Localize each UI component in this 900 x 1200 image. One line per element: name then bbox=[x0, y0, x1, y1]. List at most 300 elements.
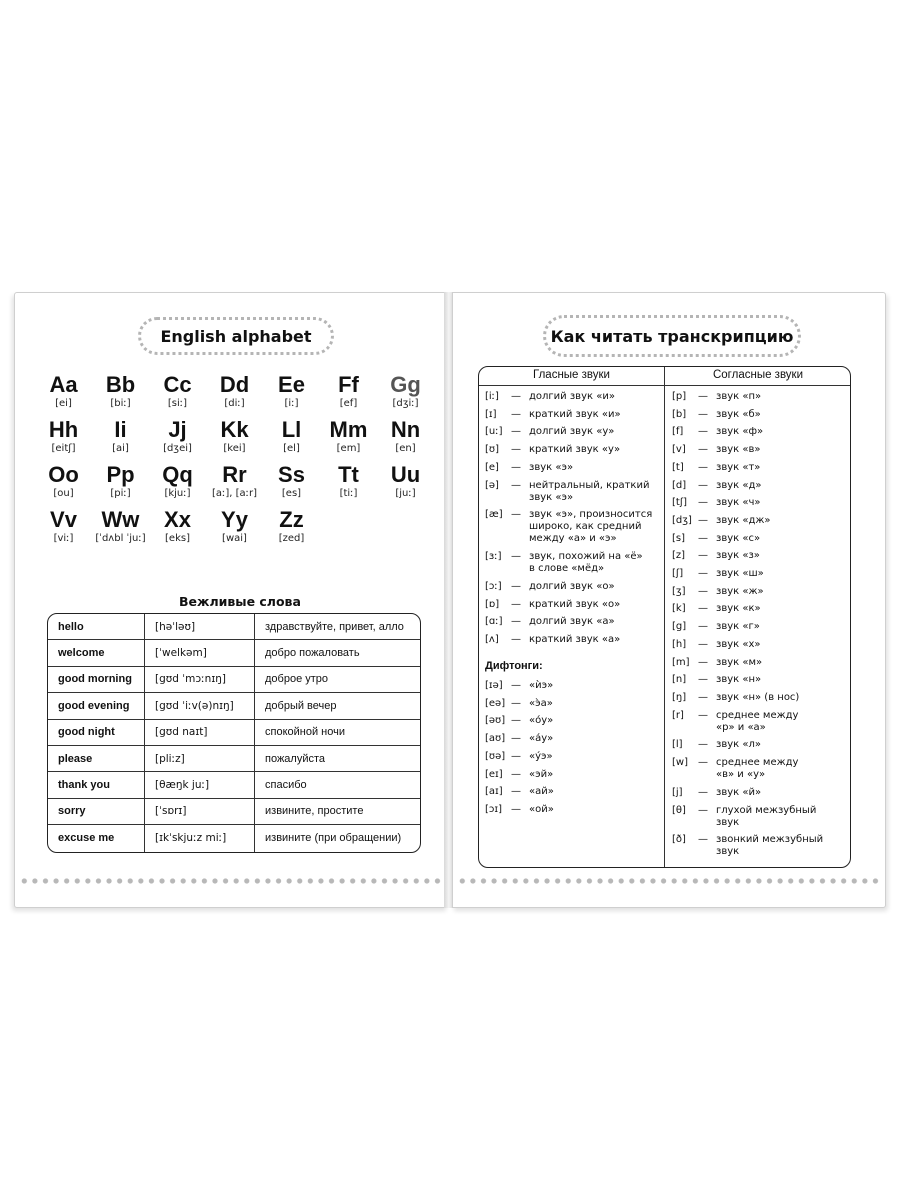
letter-transcription: [siː] bbox=[167, 398, 188, 409]
description-line: между «а» и «э» bbox=[529, 533, 617, 545]
alphabet-letter-cell bbox=[149, 418, 206, 456]
sound-description bbox=[716, 657, 762, 669]
transcription-title: Как читать транскрипцию bbox=[550, 326, 794, 346]
sound-symbol: [uː] bbox=[485, 426, 503, 438]
description-line: звук «м» bbox=[716, 656, 763, 668]
alphabet-letter-cell bbox=[206, 373, 263, 411]
dash: — bbox=[698, 786, 708, 798]
dash: — bbox=[698, 497, 708, 509]
polite-row bbox=[48, 720, 420, 746]
consonant-row bbox=[672, 639, 761, 651]
letter-transcription: [iː] bbox=[284, 398, 299, 409]
polite-transcription: [gʊd ˈiːv(ə)nɪŋ] bbox=[145, 693, 255, 719]
sounds-table bbox=[478, 366, 851, 868]
sound-symbol: [ɑː] bbox=[485, 616, 503, 628]
sound-symbol: [d] bbox=[672, 479, 687, 491]
vowel-row bbox=[485, 581, 615, 593]
alphabet-letter-cell bbox=[35, 463, 92, 501]
sound-symbol: [ɔː] bbox=[485, 581, 502, 592]
description-line: «р» и «а» bbox=[716, 721, 766, 733]
sound-description bbox=[716, 639, 761, 651]
alphabet-letter-cell bbox=[92, 418, 149, 456]
description-line: звук «в» bbox=[716, 444, 761, 456]
sound-description bbox=[529, 715, 553, 727]
dotted-border bbox=[19, 878, 445, 884]
letter: Zz bbox=[279, 507, 304, 532]
dash: — bbox=[698, 739, 708, 751]
dash: — bbox=[511, 733, 521, 745]
sound-description bbox=[529, 444, 620, 456]
right-page bbox=[452, 292, 886, 908]
column-divider bbox=[664, 367, 665, 867]
sound-description bbox=[529, 769, 553, 781]
letter: Vv bbox=[50, 507, 77, 532]
polite-translation: добрый вечер bbox=[255, 693, 420, 719]
description-line: звук bbox=[716, 846, 740, 858]
description-line: звонкий межзубный bbox=[716, 834, 824, 846]
consonant-row bbox=[672, 480, 762, 492]
consonant-row bbox=[672, 621, 760, 633]
letter: Ss bbox=[278, 462, 305, 487]
sound-symbol: [iː] bbox=[485, 391, 499, 402]
letter-transcription: [ai] bbox=[112, 443, 129, 454]
description-line: долгий звук «о» bbox=[529, 581, 615, 592]
alphabet-letter-cell bbox=[206, 508, 263, 546]
alphabet-letter-cell bbox=[92, 373, 149, 411]
description-line: в слове «мёд» bbox=[529, 563, 605, 575]
sound-symbol: [aʊ] bbox=[485, 733, 506, 745]
consonant-row bbox=[672, 739, 761, 751]
sound-description bbox=[529, 509, 652, 545]
polite-word: please bbox=[48, 746, 145, 772]
sound-description bbox=[716, 444, 760, 456]
dash: — bbox=[511, 803, 521, 815]
description-line: «о́у» bbox=[529, 715, 554, 727]
sound-symbol: [k] bbox=[672, 603, 686, 615]
dash: — bbox=[511, 768, 521, 780]
dash: — bbox=[698, 656, 708, 668]
dash: — bbox=[698, 834, 708, 846]
letter-transcription: [tiː] bbox=[339, 488, 358, 499]
description-line: «ай» bbox=[529, 786, 554, 798]
consonant-row bbox=[672, 805, 816, 829]
letter-transcription: [eitʃ] bbox=[51, 443, 76, 454]
sound-description bbox=[716, 533, 760, 545]
description-line: «э̀а» bbox=[529, 697, 553, 709]
sound-symbol: [t] bbox=[672, 461, 684, 473]
vowel-row bbox=[485, 634, 620, 646]
polite-word: sorry bbox=[48, 799, 145, 825]
dash: — bbox=[511, 750, 521, 762]
diphthong-row bbox=[485, 715, 553, 727]
sound-symbol: [p] bbox=[672, 391, 687, 402]
alphabet-letter-cell bbox=[263, 373, 320, 411]
sound-description bbox=[716, 692, 799, 704]
sound-description bbox=[529, 391, 615, 403]
sound-symbol: [b] bbox=[672, 408, 687, 420]
dash: — bbox=[511, 408, 521, 420]
consonant-row bbox=[672, 757, 798, 781]
dash: — bbox=[698, 691, 708, 703]
sound-symbol: [ð] bbox=[672, 834, 686, 846]
vowel-row bbox=[485, 462, 573, 474]
letter-transcription: [juː] bbox=[395, 488, 416, 499]
consonant-row bbox=[672, 497, 761, 509]
description-line: долгий звук «у» bbox=[529, 426, 615, 438]
sound-description bbox=[716, 586, 764, 598]
sound-symbol: [ŋ] bbox=[672, 691, 687, 703]
letter-transcription: [eks] bbox=[165, 533, 190, 544]
dash: — bbox=[511, 551, 521, 563]
sound-symbol: [r] bbox=[672, 709, 684, 721]
letter-transcription: [aː], [aːr] bbox=[211, 488, 258, 499]
sound-description bbox=[716, 834, 823, 858]
sound-symbol: [f] bbox=[672, 426, 684, 438]
consonant-row bbox=[672, 568, 764, 580]
diphthongs-title: Дифтонги: bbox=[485, 660, 543, 672]
description-line: звук «п» bbox=[716, 391, 762, 402]
sound-symbol: [w] bbox=[672, 757, 688, 769]
consonant-row bbox=[672, 657, 762, 669]
alphabet-letter-cell bbox=[149, 463, 206, 501]
polite-translation: здравствуйте, привет, алло bbox=[255, 614, 420, 640]
alphabet-letter-cell bbox=[92, 463, 149, 501]
consonant-row bbox=[672, 533, 760, 545]
alphabet-letter-cell bbox=[92, 508, 149, 546]
alphabet-letter-cell bbox=[206, 418, 263, 456]
sound-description bbox=[716, 515, 771, 527]
letter-transcription: [kei] bbox=[223, 443, 246, 454]
polite-translation: пожалуйста bbox=[255, 746, 420, 772]
dash: — bbox=[511, 391, 521, 402]
dash: — bbox=[511, 426, 521, 438]
letter-transcription: [dʒei] bbox=[163, 443, 192, 454]
description-line: звук «д» bbox=[716, 479, 762, 491]
dash: — bbox=[511, 715, 521, 727]
dash: — bbox=[698, 674, 708, 686]
sound-description bbox=[716, 462, 760, 474]
polite-transcription: [pliːz] bbox=[145, 746, 255, 772]
sound-symbol: [ʊ] bbox=[485, 444, 499, 456]
dotted-border bbox=[457, 878, 883, 884]
description-line: звук «з» bbox=[716, 550, 760, 562]
letter: Ff bbox=[338, 372, 359, 397]
polite-row bbox=[48, 667, 420, 693]
description-line: «эй» bbox=[529, 768, 554, 780]
sound-symbol: [ʃ] bbox=[672, 568, 684, 579]
description-line: звук bbox=[716, 816, 740, 828]
sound-description bbox=[529, 698, 553, 710]
alphabet-title: English alphabet bbox=[160, 326, 312, 346]
polite-row bbox=[48, 746, 420, 772]
dash: — bbox=[698, 603, 708, 615]
description-line: «в» и «у» bbox=[716, 769, 766, 781]
diphthong-row bbox=[485, 804, 554, 816]
sound-description bbox=[716, 710, 798, 734]
polite-word: hello bbox=[48, 614, 145, 640]
letter-transcription: [piː] bbox=[110, 488, 131, 499]
polite-transcription: [ˈwelkəm] bbox=[145, 640, 255, 666]
diphthong-row bbox=[485, 733, 553, 745]
consonant-row bbox=[672, 462, 760, 474]
sound-symbol: [s] bbox=[672, 532, 686, 544]
open-book bbox=[14, 292, 886, 908]
sound-symbol: [ɪə] bbox=[485, 680, 503, 691]
description-line: звук «й» bbox=[716, 786, 762, 798]
letter-transcription: [dʒiː] bbox=[392, 398, 419, 409]
consonant-row bbox=[672, 444, 760, 456]
alphabet-letter-cell bbox=[320, 418, 377, 456]
sound-description bbox=[716, 550, 760, 562]
sound-symbol: [eɪ] bbox=[485, 768, 503, 780]
alphabet-letter-cell bbox=[263, 508, 320, 546]
description-line: звук «э», произносится bbox=[529, 509, 653, 521]
alphabet-letter-cell bbox=[35, 508, 92, 546]
sound-description bbox=[529, 551, 643, 575]
description-line: звук «э» bbox=[529, 491, 574, 503]
description-line: «ѝэ» bbox=[529, 680, 554, 691]
polite-word: excuse me bbox=[48, 825, 145, 851]
dash: — bbox=[698, 408, 708, 420]
consonants-header: Согласные звуки bbox=[712, 369, 804, 381]
dash: — bbox=[698, 479, 708, 491]
sound-symbol: [ʊə] bbox=[485, 750, 506, 762]
sound-symbol: [ɔɪ] bbox=[485, 803, 503, 815]
vowel-row bbox=[485, 509, 652, 545]
letter-transcription: [zed] bbox=[278, 533, 305, 544]
description-line: звук «х» bbox=[716, 638, 761, 650]
alphabet-letter-cell bbox=[263, 418, 320, 456]
consonant-row bbox=[672, 787, 761, 799]
description-line: звук «ш» bbox=[716, 568, 764, 579]
sound-symbol: [tʃ] bbox=[672, 497, 688, 509]
sound-description bbox=[716, 568, 764, 580]
letter-transcription: [el] bbox=[283, 443, 300, 454]
description-line: звук «ф» bbox=[716, 426, 764, 438]
polite-transcription: [gʊd naɪt] bbox=[145, 720, 255, 746]
alphabet-title-frame bbox=[138, 317, 334, 355]
sound-symbol: [z] bbox=[672, 550, 686, 562]
consonant-row bbox=[672, 692, 799, 704]
letter: Kk bbox=[220, 417, 249, 442]
sound-description bbox=[716, 805, 816, 829]
alphabet-letter-cell bbox=[320, 373, 377, 411]
sound-symbol: [dʒ] bbox=[672, 514, 692, 526]
dash: — bbox=[511, 581, 521, 592]
polite-translation: извините (при обращении) bbox=[265, 832, 402, 845]
sound-description bbox=[529, 680, 553, 692]
polite-words-title: Вежливые слова bbox=[179, 594, 301, 609]
letter: Pp bbox=[106, 462, 135, 487]
description-line: звук «ж» bbox=[716, 585, 764, 597]
polite-row bbox=[48, 772, 420, 798]
sound-description bbox=[529, 751, 553, 763]
dash: — bbox=[511, 786, 521, 798]
letter: Ww bbox=[101, 507, 140, 532]
dash: — bbox=[511, 634, 521, 646]
sound-description bbox=[716, 497, 761, 509]
description-line: звук «т» bbox=[716, 461, 761, 473]
description-line: среднее между bbox=[716, 757, 799, 769]
polite-word: good evening bbox=[48, 693, 145, 719]
dash: — bbox=[698, 514, 708, 526]
consonant-row bbox=[672, 409, 761, 421]
vowel-row bbox=[485, 426, 614, 438]
description-line: широко, как средний bbox=[529, 521, 642, 533]
diphthong-row bbox=[485, 786, 554, 798]
description-line: глухой межзубный bbox=[716, 804, 817, 816]
description-line: краткий звук «и» bbox=[529, 408, 621, 420]
letter: Uu bbox=[390, 462, 421, 487]
description-line: звук «э» bbox=[529, 461, 574, 473]
letter-transcription: [em] bbox=[336, 443, 361, 454]
dash: — bbox=[698, 568, 708, 579]
dash: — bbox=[511, 509, 521, 521]
sound-description bbox=[716, 674, 761, 686]
description-line: звук, похожий на «ё» bbox=[529, 551, 643, 563]
vowel-row bbox=[485, 480, 649, 504]
sound-symbol: [aɪ] bbox=[485, 786, 503, 798]
dash: — bbox=[511, 479, 521, 491]
description-line: «у́э» bbox=[529, 750, 553, 762]
description-line: «а́у» bbox=[529, 733, 554, 745]
letter-transcription: [viː] bbox=[53, 533, 74, 544]
polite-translation: спасибо bbox=[255, 772, 420, 798]
description-line: звук «б» bbox=[716, 408, 761, 420]
sound-symbol: [æ] bbox=[485, 509, 503, 521]
polite-words-table bbox=[47, 613, 421, 853]
letter: Bb bbox=[105, 372, 136, 397]
dash: — bbox=[698, 804, 708, 816]
alphabet-letter-cell bbox=[377, 418, 434, 456]
description-line: долгий звук «а» bbox=[529, 616, 615, 628]
sound-description bbox=[529, 599, 620, 611]
dash: — bbox=[511, 680, 521, 691]
sound-description bbox=[716, 757, 798, 781]
alphabet-letter-cell bbox=[149, 508, 206, 546]
consonant-row bbox=[672, 515, 771, 527]
alphabet-letter-cell bbox=[377, 373, 434, 411]
consonant-row bbox=[672, 426, 763, 438]
alphabet-grid bbox=[35, 373, 435, 546]
diphthong-row bbox=[485, 680, 553, 692]
letter: Rr bbox=[222, 462, 247, 487]
consonant-row bbox=[672, 550, 760, 562]
sound-description bbox=[529, 733, 553, 745]
sound-symbol: [l] bbox=[672, 739, 683, 751]
dash: — bbox=[698, 444, 708, 456]
description-line: долгий звук «и» bbox=[529, 391, 615, 402]
polite-row bbox=[48, 640, 420, 666]
polite-word: good morning bbox=[48, 667, 145, 693]
sound-symbol: [g] bbox=[672, 621, 687, 633]
polite-row bbox=[48, 825, 420, 851]
sound-symbol: [θ] bbox=[672, 804, 686, 816]
dash: — bbox=[698, 585, 708, 597]
letter: Mm bbox=[329, 417, 368, 442]
polite-transcription: [ˈsɒrɪ] bbox=[145, 799, 255, 825]
dash: — bbox=[698, 461, 708, 473]
polite-translation: спокойной ночи bbox=[255, 720, 420, 746]
dash: — bbox=[511, 461, 521, 473]
dash: — bbox=[698, 638, 708, 650]
letter: Aa bbox=[49, 372, 78, 397]
diphthong-row bbox=[485, 751, 553, 763]
sound-description bbox=[716, 621, 760, 633]
letter-transcription: [kjuː] bbox=[164, 488, 191, 499]
sound-symbol: [ʌ] bbox=[485, 634, 499, 646]
sound-symbol: [ə] bbox=[485, 479, 499, 491]
alphabet-letter-cell bbox=[149, 373, 206, 411]
dash: — bbox=[511, 697, 521, 709]
letter-transcription: [en] bbox=[395, 443, 416, 454]
sound-description bbox=[529, 462, 573, 474]
sound-symbol: [ɜː] bbox=[485, 551, 502, 563]
sound-description bbox=[716, 480, 762, 492]
dash: — bbox=[698, 532, 708, 544]
description-line: звук «к» bbox=[716, 603, 761, 615]
sound-symbol: [ɪ] bbox=[485, 408, 497, 420]
diphthong-row bbox=[485, 698, 553, 710]
letter: Gg bbox=[390, 372, 421, 397]
polite-transcription: [həˈləʊ] bbox=[145, 614, 255, 640]
sound-symbol: [ʒ] bbox=[672, 585, 686, 597]
letter: Jj bbox=[168, 417, 187, 442]
dash: — bbox=[698, 391, 708, 402]
letter: Hh bbox=[48, 417, 79, 442]
description-line: звук «л» bbox=[716, 739, 761, 751]
letter-transcription: [biː] bbox=[110, 398, 131, 409]
alphabet-letter-cell bbox=[320, 463, 377, 501]
polite-transcription: [gʊd ˈmɔːnɪŋ] bbox=[145, 667, 255, 693]
polite-transcription: [ɪkˈskjuːz miː] bbox=[145, 825, 255, 851]
sound-description bbox=[716, 409, 761, 421]
description-line: «ой» bbox=[529, 803, 554, 815]
letter: Nn bbox=[390, 417, 421, 442]
sound-symbol: [ɒ] bbox=[485, 598, 500, 610]
sound-symbol: [n] bbox=[672, 674, 687, 686]
description-line: звук «ч» bbox=[716, 497, 761, 509]
transcription-title-frame bbox=[543, 315, 801, 357]
letter-transcription: [ei] bbox=[55, 398, 72, 409]
alphabet-letter-cell bbox=[206, 463, 263, 501]
sound-symbol: [v] bbox=[672, 444, 686, 456]
polite-translation: извините, простите bbox=[255, 799, 420, 825]
sound-description bbox=[716, 603, 761, 615]
letter-transcription: [ˈdʌbl ˈjuː] bbox=[95, 533, 146, 544]
sound-description bbox=[529, 804, 554, 816]
sound-symbol: [j] bbox=[672, 786, 683, 798]
letter: Qq bbox=[162, 462, 193, 487]
dash: — bbox=[698, 621, 708, 633]
vowels-header: Гласные звуки bbox=[533, 369, 610, 381]
description-line: звук «с» bbox=[716, 532, 761, 544]
sound-description bbox=[529, 426, 614, 438]
dash: — bbox=[698, 709, 708, 721]
sound-symbol: [m] bbox=[672, 656, 690, 668]
sound-description bbox=[529, 786, 554, 798]
dash: — bbox=[698, 426, 708, 438]
sound-description bbox=[716, 426, 763, 438]
left-page bbox=[14, 292, 448, 908]
sound-symbol: [e] bbox=[485, 461, 499, 473]
letter: Yy bbox=[221, 507, 248, 532]
letter: Cc bbox=[163, 372, 192, 397]
dash: — bbox=[511, 444, 521, 456]
consonant-row bbox=[672, 586, 764, 598]
description-line: звук «н» (в нос) bbox=[716, 691, 800, 703]
dash: — bbox=[698, 757, 708, 769]
